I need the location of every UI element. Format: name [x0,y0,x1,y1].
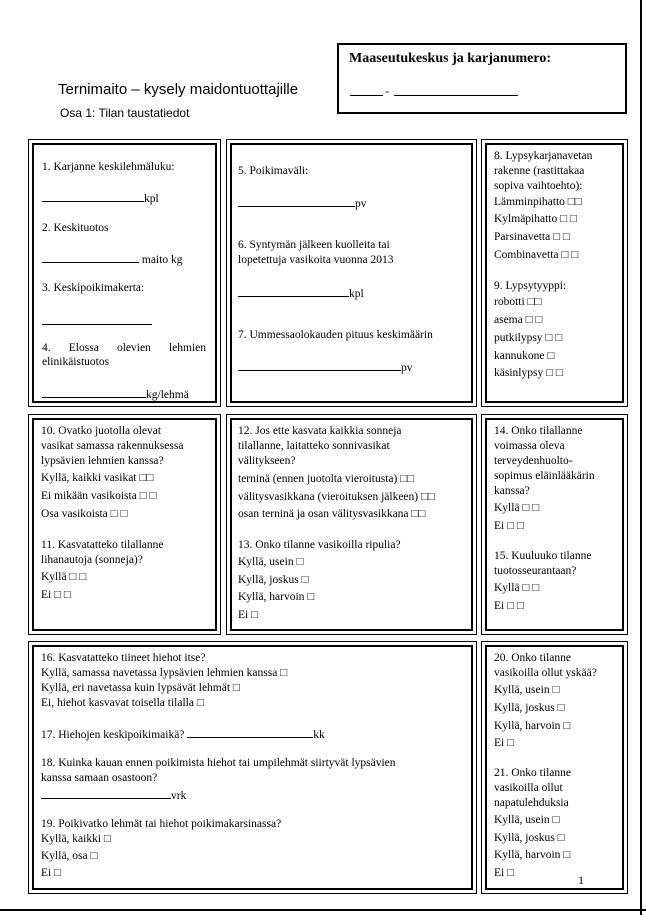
q10-option[interactable]: Ei mikään vasikoista □ □ [41,490,157,502]
q17-question [41,726,325,743]
herd-number-field[interactable] [394,95,518,96]
q2-label: 2. Keskituotos [42,222,109,234]
q3-answer[interactable] [42,313,152,330]
q1-answer[interactable] [42,190,159,207]
q18-answer[interactable] [41,787,186,804]
q9-option[interactable]: robotti □□ [494,296,542,308]
farm-id-label: Maaseutukeskus ja karjanumero: [349,51,551,66]
q12-label-line2: tilallanne, laitatteko sonnivasikat [238,440,390,452]
q16-option[interactable]: Kyllä, samassa navetassa lypsävien lehmien kanssa □ [41,667,288,679]
q11-option[interactable]: Ei □ □ [41,589,71,601]
page-number: 1 [578,873,584,887]
q7-answer[interactable] [238,359,413,376]
q9-label: 9. Lypsytyyppi: [494,280,567,292]
q14-label-line3: terveydenhuolto- [494,455,573,467]
farm-id-separator: - [385,84,389,98]
q14-option[interactable]: Kyllä □ □ [494,502,540,514]
q10-label-line1: 10. Ovatko juotolla olevat [41,425,162,437]
q6-label-line2: lopetettuja vasikoita vuonna 2013 [238,254,394,266]
q20-label-line2: vasikoilla ollut yskää? [494,667,597,679]
q6-label-line1: 6. Syntymän jälkeen kuolleita tai [238,239,390,251]
q21-label-line2: vasikoilla ollut [494,782,563,794]
q16-label: 16. Kasvatatteko tiineet hiehot itse? [41,652,206,664]
q18-unit: vrk [171,790,187,802]
q8-option[interactable]: Lämminpihatto □□ [494,196,582,208]
q18-label-line2: kanssa samaan osastoon? [41,772,158,784]
q8-option[interactable]: Combinavetta □ □ [494,249,579,261]
q21-option[interactable]: Kyllä, usein □ [494,814,560,826]
q16-option[interactable]: Ei, hiehot kasvavat toisella tilalla □ [41,697,204,709]
q14-label-line5: kanssa? [494,485,530,497]
q15-label-line2: tuotosseurantaan? [494,565,577,577]
q21-option[interactable]: Kyllä, harvoin □ [494,849,571,861]
q20-option[interactable]: Ei □ [494,737,515,749]
q17-label: 17. Hiehojen keskipoikimaikä? [41,729,185,741]
form-subtitle: Osa 1: Tilan taustatiedot [60,106,190,120]
q15-label-line1: 15. Kuuluuko tilanne [494,550,592,562]
q13-option[interactable]: Ei □ [238,609,259,621]
q21-option[interactable]: Kyllä, joskus □ [494,832,565,844]
q17-unit: kk [313,729,325,741]
q20-option[interactable]: Kyllä, usein □ [494,684,560,696]
q19-label: 19. Poikivatko lehmät tai hiehot poikimakarsinassa? [41,818,282,830]
q7-unit: pv [401,362,413,374]
q1-unit: kpl [144,193,159,205]
q20-option[interactable]: Kyllä, harvoin □ [494,720,571,732]
q11-option[interactable]: Kyllä □ □ [41,571,87,583]
q10-label-line3: lypsävien lehmien kanssa? [41,455,164,467]
q4-unit: kg/lehmä [146,389,189,401]
q19-option[interactable]: Kyllä, kaikki □ [41,833,111,845]
q10-label-line2: vasikat samassa rakennuksessa [41,440,184,452]
q17-answer[interactable] [187,726,313,738]
q8-label-line3: sopiva vaihtoehto): [494,180,583,192]
q8-option[interactable]: Parsinavetta □ □ [494,231,570,243]
q20-label-line1: 20. Onko tilanne [494,652,571,664]
page-border-right [640,0,642,915]
q1-label: 1. Karjanne keskilehmäluku: [42,161,175,173]
form-title: Ternimaito – kysely maidontuottajille [58,81,299,98]
q14-label-line4: sopimus eläinlääkärin [494,470,595,482]
q10-option[interactable]: Osa vasikoista □ □ [41,508,128,520]
q5-label: 5. Poikimaväli: [238,165,309,177]
q16-option[interactable]: Kyllä, eri navetassa kuin lypsävät lehmät □ [41,682,240,694]
q18-label-line1: 18. Kuinka kauan ennen poikimista hiehot tai umpilehmät siirtyvät lypsävien [41,757,396,769]
q15-option[interactable]: Ei □ □ [494,600,524,612]
q5-answer[interactable] [238,195,367,212]
q9-option[interactable]: asema □ □ [494,314,543,326]
q10-option[interactable]: Kyllä, kaikki vasikat □□ [41,472,154,484]
q2-answer[interactable] [42,251,182,268]
farm-id-box [337,43,627,114]
q13-label: 13. Onko tilanne vasikoilla ripulia? [238,539,401,551]
page-border-bottom [0,909,646,911]
q2-unit: maito kg [141,254,183,266]
region-code-field[interactable] [350,95,383,96]
q8-label-line1: 8. Lypsykarjanavetan [494,150,593,162]
q14-label-line1: 14. Onko tilallanne [494,425,583,437]
q12-option[interactable]: osan terninä ja osan välitysvasikkana □□ [238,508,426,520]
q19-option[interactable]: Ei □ [41,867,62,879]
q14-option[interactable]: Ei □ □ [494,520,524,532]
q4-answer[interactable] [42,386,189,403]
q9-option[interactable]: käsinlypsy □ □ [494,367,563,379]
q8-label-line2: rakenne (rastittakaa [494,165,585,177]
q21-label-line1: 21. Onko tilanne [494,767,571,779]
q7-label: 7. Ummessaolokauden pituus keskimäärin [238,329,433,341]
q11-label-line2: lihanautoja (sonneja)? [41,554,143,566]
q9-option[interactable]: putkilypsy □ □ [494,332,563,344]
q11-label-line1: 11. Kasvatatteko tilallanne [41,539,164,551]
q12-label-line1: 12. Jos ette kasvata kaikkia sonneja [238,425,402,437]
q20-option[interactable]: Kyllä, joskus □ [494,702,565,714]
q6-answer[interactable] [238,285,364,302]
q12-option[interactable]: terninä (ennen juotolta vieroitusta) □□ [238,473,415,485]
q19-option[interactable]: Kyllä, osa □ [41,850,98,862]
q8-option[interactable]: Kylmäpihatto □ □ [494,213,577,225]
q21-label-line3: napatulehduksia [494,797,569,809]
q13-option[interactable]: Kyllä, harvoin □ [238,591,315,603]
q12-label-line3: välitykseen? [238,455,296,467]
q14-label-line2: voimassa oleva [494,440,565,452]
q21-option[interactable]: Ei □ [494,867,515,879]
q12-option[interactable]: välitysvasikkana (vieroituksen jälkeen) □□ [238,491,435,503]
q4-label-line1: 4. Elossa olevien lehmien [42,342,206,354]
q13-option[interactable]: Kyllä, usein □ [238,556,304,568]
q15-option[interactable]: Kyllä □ □ [494,582,540,594]
q13-option[interactable]: Kyllä, joskus □ [238,574,309,586]
q9-option[interactable]: kannukone □ [494,350,555,362]
q3-label: 3. Keskipoikimakerta: [42,282,145,294]
q4-label-line2: elinikäistuotos [42,356,110,368]
q6-unit: kpl [349,288,364,300]
q5-unit: pv [355,198,367,210]
